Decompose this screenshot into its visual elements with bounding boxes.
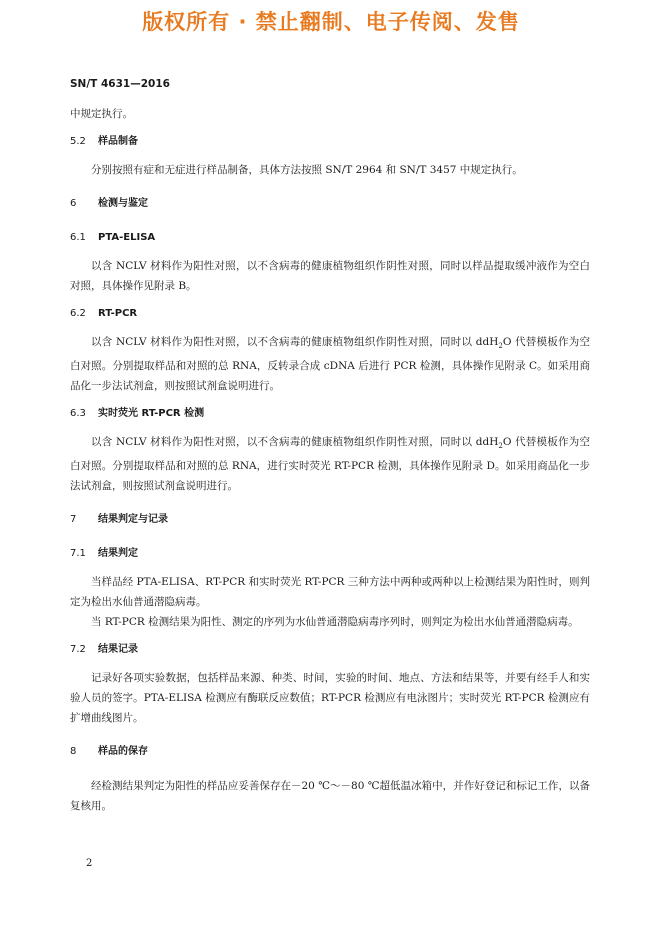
heading-6 (70, 194, 590, 214)
section-title: 样品的保存 (98, 746, 148, 758)
paragraph-6-3 (70, 432, 590, 496)
section-number: 6.2 (70, 308, 86, 319)
subscript: 2 (498, 342, 503, 351)
section-number: 8 (70, 746, 77, 758)
section-title: 结果判定 (98, 548, 138, 560)
heading-7-1 (70, 544, 590, 564)
heading-7 (70, 510, 590, 530)
section-number: 7.1 (70, 548, 86, 560)
section-number: 6 (70, 198, 77, 209)
subscript: 2 (498, 442, 503, 451)
heading-8 (70, 742, 590, 762)
page-body (70, 104, 590, 816)
paragraph-8: 经检测结果判定为阳性的样品应妥善保存在－20 ℃～－80 ℃超低温冰箱中，并作好登记和标记工作，以备复核用。 (70, 780, 590, 813)
section-number: 6.3 (70, 408, 86, 420)
heading-7-2 (70, 640, 590, 660)
section-title: 结果判定与记录 (98, 514, 168, 526)
section-title: 结果记录 (98, 644, 138, 656)
paragraph-7-1-a: 当样品经 PTA-ELISA、RT-PCR 和实时荧光 RT-PCR 三种方法中两种或两种以上检测结果为阳性时，则判定为检出水仙普通潜隐病毒。 (70, 576, 590, 609)
text-run: 以含 NCLV 材料作为阳性对照，以不含病毒的健康植物组织作阴性对照，同时以 ddH (91, 436, 499, 449)
section-title: 实时荧光 RT-PCR 检测 (98, 408, 205, 420)
section-title: 样品制备 (98, 136, 138, 147)
continuation-text: 中规定执行。 (70, 108, 133, 120)
section-number: 7.2 (70, 644, 86, 656)
paragraph-7-1-b: 当 RT-PCR 检测结果为阳性、测定的序列为水仙普通潜隐病毒序列时，则判定为检出水仙普通潜隐病毒。 (91, 616, 579, 629)
heading-6-1 (70, 228, 590, 248)
text-run: 以含 NCLV 材料作为阳性对照，以不含病毒的健康植物组织作阴性对照，同时以 ddH (91, 336, 499, 348)
text-run: O 代替模板作为空白对照。分别提取样品和对照的总 RNA，反转录合成 cDNA 后进行 PCR 检测，具体操作见附录 C。如采用商品化一步法试剂盒，则按照试剂盒说明进行。 (70, 336, 590, 393)
page-number: 2 (86, 858, 93, 869)
section-title: PTA-ELISA (98, 232, 156, 243)
document-id: SN/T 4631—2016 (70, 78, 170, 90)
section-title: RT-PCR (98, 308, 138, 319)
section-title: 检测与鉴定 (98, 198, 148, 209)
watermark-banner: 版权所有 · 禁止翻制、电子传阅、发售 (142, 10, 520, 34)
heading-6-3 (70, 404, 590, 424)
paragraph-7-2: 记录好各项实验数据，包括样品来源、种类、时间，实验的时间、地点、方法和结果等，并要有经手人和实验人员的签字。PTA-ELISA 检测应有酶联反应数值；RT-PCR 检测应有电泳图片；实时荧光 RT-PCR 检测应有扩增曲线图片。 (70, 672, 590, 725)
section-number: 5.2 (70, 136, 86, 147)
paragraph-6-2 (70, 332, 590, 396)
heading-6-2 (70, 304, 590, 324)
heading-5-2 (70, 132, 590, 152)
section-number: 7 (70, 514, 77, 526)
paragraph-5-2: 分别按照有症和无症进行样品制备，具体方法按照 SN/T 2964 和 SN/T 3457 中规定执行。 (91, 164, 523, 176)
section-number: 6.1 (70, 232, 86, 243)
paragraph-6-1: 以含 NCLV 材料作为阳性对照，以不含病毒的健康植物组织作阴性对照，同时以样品提取缓冲液作为空白对照，具体操作见附录 B。 (70, 260, 590, 292)
text-run: O 代替模板作为空白对照。分别提取样品和对照的总 RNA，进行实时荧光 RT-PCR 检测，具体操作见附录 D。如采用商品化一步法试剂盒，则按照试剂盒说明进行。 (70, 436, 590, 493)
